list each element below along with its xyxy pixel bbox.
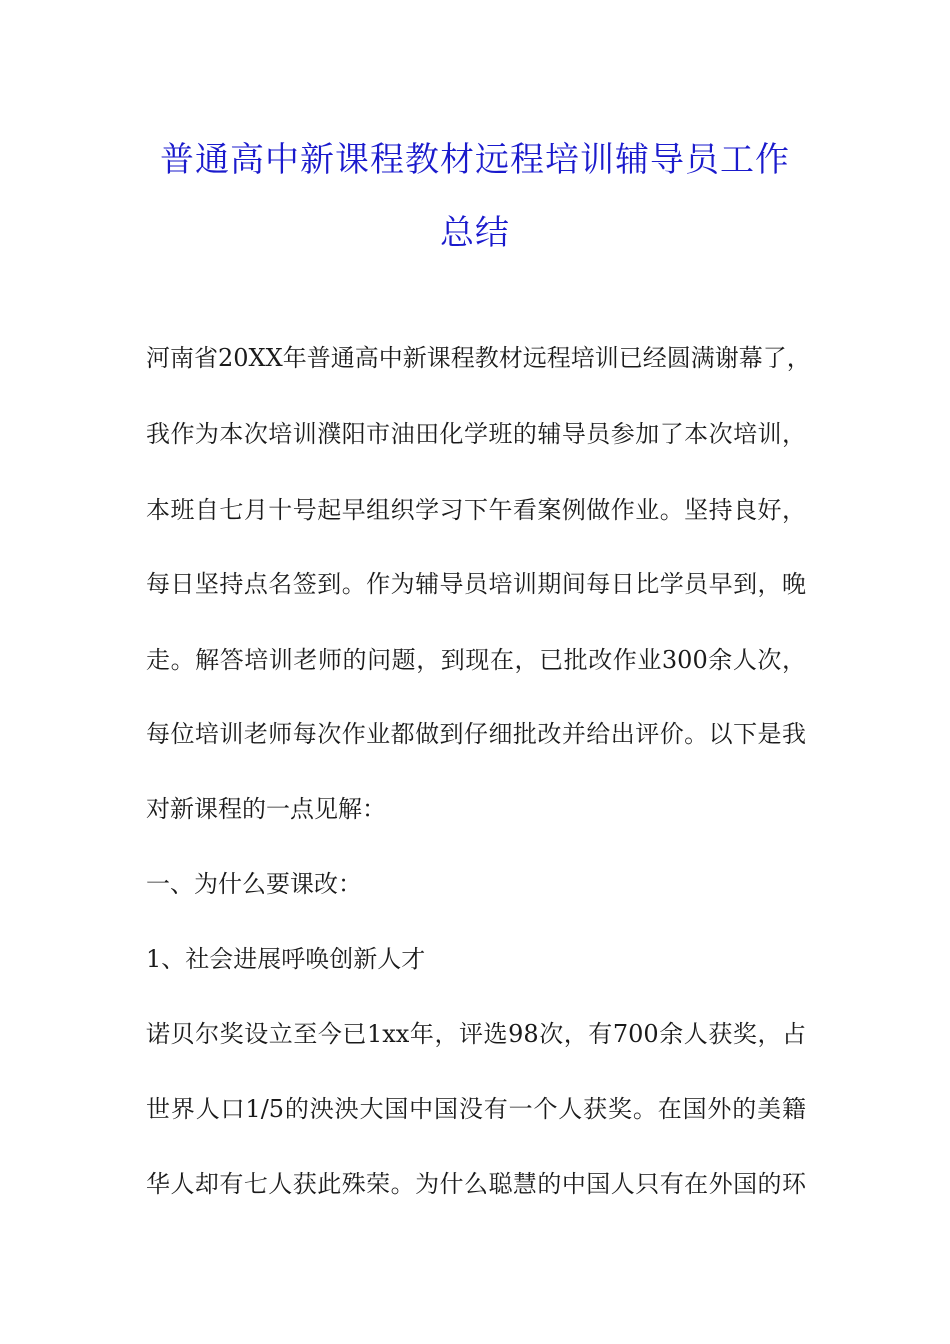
section-heading: 一、为什么要课改：: [146, 870, 362, 898]
body-line-11: 世界人口1/5的泱泱大国中国没有一个人获奖。在国外的美籍: [146, 1095, 806, 1123]
body-line-1: 河南省20XX年普通高中新课程教材远程培训已经圆满谢幕了，: [146, 344, 811, 372]
body-line-7: 对新课程的一点见解：: [146, 795, 386, 823]
body-line-5: 走。解答培训老师的问题，到现在，已批改作业300余人次，: [146, 646, 806, 674]
body-line-4: 每日坚持点名签到。作为辅导员培训期间每日比学员早到，晚: [146, 570, 806, 598]
document-title-line-2: 总结: [440, 213, 510, 253]
body-line-6: 每位培训老师每次作业都做到仔细批改并给出评价。以下是我: [146, 720, 806, 748]
body-line-12: 华人却有七人获此殊荣。为什么聪慧的中国人只有在外国的环: [146, 1170, 806, 1198]
body-line-3: 本班自七月十号起早组织学习下午看案例做作业。坚持良好，: [146, 496, 806, 524]
body-line-10: 诺贝尔奖设立至今已1xx年，评选98次，有700余人获奖，占: [146, 1020, 806, 1048]
subsection-heading: 1、社会进展呼唤创新人才: [146, 945, 426, 973]
document-title-line-1: 普通高中新课程教材远程培训辅导员工作: [160, 140, 790, 180]
body-line-2: 我作为本次培训濮阳市油田化学班的辅导员参加了本次培训，: [146, 420, 806, 448]
